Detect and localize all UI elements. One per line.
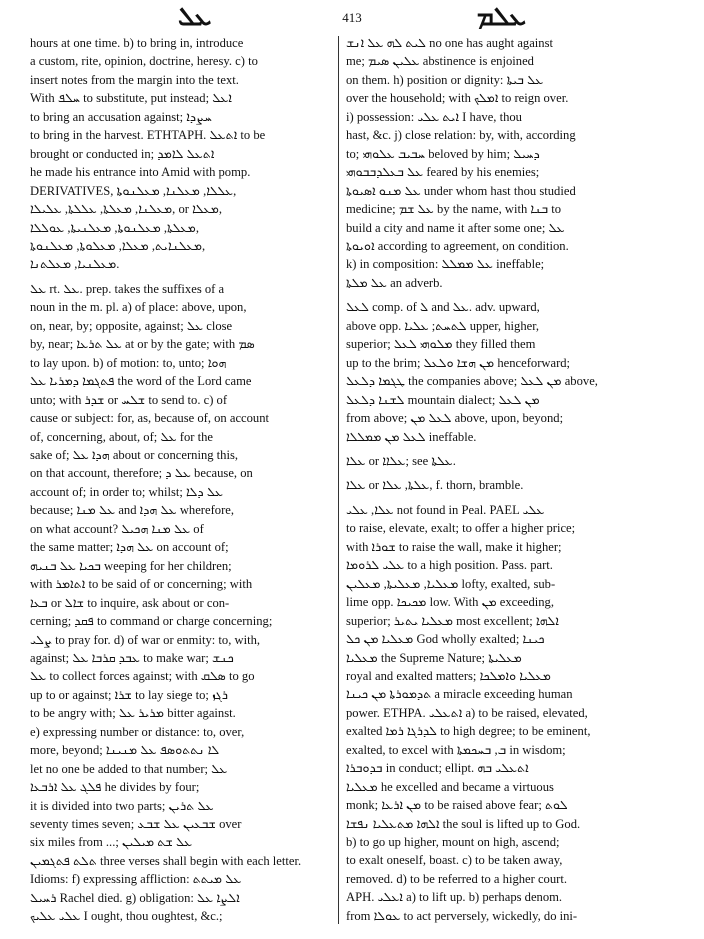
entry-line: ܥܠ to collect forces against; with ܣܠܩ to go	[30, 669, 255, 684]
entry-line: ܡܥܠܢܐ, ܡܥܠܬܐ, ܥܠܠܬܐ, ܥܠܝܠܐ, or ܡܥܠܐ,	[30, 202, 223, 217]
entry-line: to; ܚܒܝܒ ܥܠܘܗܝ beloved by him; ܕܚܝܠ	[346, 146, 540, 161]
entry-line: to bring an accusation against; ܚܨܕܐ	[30, 109, 212, 124]
dictionary-entry	[346, 476, 646, 494]
entry-line: with ܐܬܐܡܪ to be said of or concerning; with	[30, 577, 253, 592]
left-column	[30, 34, 330, 929]
entry-line: ܥܠܐ or ܥܠܬܐ, ܥܠܐ, f. thorn, bramble.	[346, 478, 524, 493]
entry-line: ܥܠܝ ܥܠܝܟ I ought, thou oughtest, &c.;	[30, 909, 223, 924]
entry-line: superior; ܡܠܘܗܝ ܠܥܠ they filled them	[346, 337, 536, 352]
entry-line: monk; ܡܢ ܐܪܥܐ to be raised above fear; ܠܘܬ	[346, 798, 568, 813]
entry-line: up to the brim; ܡܢ ܗܫܐ ܘܠܥܠ henceforward;	[346, 355, 571, 370]
entry-line: k) in composition: ܥܠ ܡܡܠܠ ineffable;	[346, 257, 545, 272]
entry-line: APH. ܐܥܠܝ a) to lift up. b) perhaps denom.	[346, 890, 563, 905]
right-column	[346, 34, 646, 929]
entry-line: ܡܥܠܢܐܝܬ, ܡܥܠܐ, ܡܥܠܘܬܐ, ܡܥܠܢܘܬܐ,	[30, 238, 206, 253]
entry-line: royal and exalted matters; ܡܥܠܝܐ ܘܐܡܠܟܐ	[346, 668, 551, 683]
entry-line: noun in the m. pl. a) of place: above, upon,	[30, 300, 247, 315]
entry-line: ܒܕܘܒܪܐ in conduct; ellipt. ܐܬܥܠܝ ܒܗ	[346, 761, 529, 776]
entry-line: more, beyond; ܠܐ ܢܬܬܘܣܦ ܥܠ ܡܢܝܢܐ	[30, 743, 220, 758]
entry-line: removed. d) to be referred to a higher court.	[346, 871, 567, 886]
entry-line: b) to go up higher, mount on high, ascend;	[346, 835, 560, 850]
entry-line: power. ETHPA. ܐܬܥܠܝ a) to be raised, elevated,	[346, 705, 588, 720]
entry-line: Idioms: f) expressing affliction: ܥܠ ܡܝܬܬ	[30, 872, 242, 887]
entry-line: unto; with ܫܕܪ or ܫܠܚ to send to. c) of	[30, 392, 228, 407]
entry-line: e) expressing number or distance: to, over,	[30, 724, 245, 739]
entry-line: to exalt oneself, boast. c) to be taken away,	[346, 853, 563, 868]
dictionary-entry	[30, 280, 330, 926]
entry-line: to bring in the harvest. ETHTAPH. ܐܬܥܠ to be	[30, 128, 266, 143]
entry-line: from ܥܘܠܐ to act perversely, wickedly, do ini-	[346, 908, 578, 923]
entry-line: to lay upon. b) of motion: to, unto; ܗܘܐ	[30, 355, 227, 370]
entry-line: ܦܠܓ ܥܠ ܐܪܒܥܐ he divides by four;	[30, 780, 200, 795]
entry-line: hours at one time. b) to bring in, introduce	[30, 36, 244, 50]
dictionary-entry	[346, 34, 646, 292]
dictionary-entry	[346, 501, 646, 925]
entry-line: a custom, rite, opinion, doctrine, heresy. c) to	[30, 54, 258, 69]
entry-line: ܬܠܬ ܦܬܓܡܝܢ three verses shall begin with each letter.	[30, 853, 302, 868]
entry-line: cause or subject: for, as, because of, on account	[30, 411, 270, 426]
entry-line: ܥܠ ܡܠܬܐ an adverb.	[346, 275, 443, 290]
entry-line: ܠܥܠ ܡܢ ܡܡܠܠܐ ineffable.	[346, 429, 477, 444]
entry-line: i) possession: ܐܝܬ ܥܠܝ I have, thou	[346, 109, 522, 124]
entry-line: lime opp. ܡܟܝܟܐ low. With ܡܢ exceeding,	[346, 595, 554, 610]
entry-line: ܬܕܡܘܪܬܐ ܡܢ ܟܝܢܐ a miracle exceeding human	[346, 687, 573, 702]
entry-line: ܦܬܓܡܐ ܕܡܪܝܐ ܥܠ the word of the Lord came	[30, 374, 252, 389]
dictionary-entry	[346, 452, 646, 470]
entry-line: from above; ܠܥܠ ܡܢ above, upon, beyond;	[346, 411, 564, 426]
entry-line: ܥܠ ܒܥܠܕܒܒܘܗܝ feared by his enemies;	[346, 165, 540, 180]
entry-line: ܥܠ rt. ܥܠ. prep. takes the suffixes of a	[30, 281, 225, 296]
entry-line: insert notes from the margin into the text.	[30, 72, 239, 87]
entry-line: ܒܟܝܐ ܥܠ ܒܢܝܗ weeping for her children;	[30, 558, 232, 573]
entry-line: on what account? ܥܠ ܡܢܐ ܗܟܝܠ of	[30, 521, 204, 536]
entry-line: ܥܠܐ, ܥܠܝ not found in Peal. PAEL ܥܠܝ	[346, 502, 545, 517]
entry-line: ܠܥܠ comp. of ܠ and ܥܠ. adv. upward,	[346, 300, 540, 315]
entry-line: hast, &c. j) close relation: by, with, according	[346, 128, 576, 143]
entry-line: build a city and name it after some one; ܥܠ	[346, 220, 565, 235]
entry-line: ܠܫܢܐ ܕܠܥܠ mountain dialect; ܡܢ ܠܥܠ	[346, 392, 540, 407]
entry-line: exalted, to excel with ܒ, ܒܚܟܡܬܐ in wisdom;	[346, 742, 566, 757]
entry-line: ܒܥܐ or ܫܐܠ to inquire, ask about or con-	[30, 595, 230, 610]
entry-line: ܡܥܠܝܐ ܡܢ ܟܠ God wholly exalted; ܟܝܢܐ	[346, 632, 545, 647]
entry-line: me; ܥܠܝܢ ܣܝܡ abstinence is enjoined	[346, 54, 534, 69]
entry-line: account of; in order to; whilst; ܥܠ ܕܠܐ	[30, 484, 224, 499]
entry-line: ܥܠܐ or ܥܠܐܐ; see ܥܠܬܐ.	[346, 453, 456, 468]
entry-line: he made his entrance into Amid with pomp.	[30, 165, 251, 180]
entry-line: against; ܥܒܕ ܩܪܒܐ ܥܠ to make war; ܟܢܫ	[30, 650, 234, 665]
entry-line: on that account, therefore; ܥܠ ܕ because, on	[30, 466, 253, 481]
entry-line: medicine; ܥܠ ܫܡ by the name, with ܒܢܐ to	[346, 202, 562, 217]
entry-line: ܡܥܠܝܐ he excelled and became a virtuous	[346, 779, 554, 794]
dictionary-entry	[30, 34, 330, 274]
entry-line: sake of; ܗܕܐ ܥܠ about or concerning this,	[30, 447, 239, 462]
entry-line: ܥܠܝ ܠܪܘܡܐ to a high position. Pass. part.	[346, 558, 553, 573]
entry-line: ܨܠܝ to pray for. d) of war or enmity: to, with,	[30, 632, 261, 647]
entry-line: up to or against; ܫܪܐ to lay siege to; ܪܓܙ	[30, 687, 228, 702]
entry-line: ܠܝܬ ܠܗ ܥܠ ܐܢܫ no one has aught against	[346, 36, 553, 50]
entry-line: with ܫܘܪܐ to raise the wall, make it higher;	[346, 539, 562, 554]
entry-line: ܐܠܗܐ ܡܬܥܠܝܐ ܢܦܫܐ the soul is lifted up to God.	[346, 816, 581, 831]
entry-line: ܥܠ ܡܢܘ ܐܣܝܘܬܐ under whom hast thou studied	[346, 183, 576, 198]
entry-line: because; ܥܠ ܡܢܐ and ܥܠ ܗܕܐ wherefore,	[30, 503, 235, 518]
entry-line: to raise, elevate, exalt; to offer a higher price;	[346, 521, 576, 536]
entry-line: cerning; ܦܩܕ to command or charge concerning;	[30, 614, 273, 629]
running-headword-left: ܥܠ	[178, 2, 212, 32]
running-headword-right: ܥܠܡ	[476, 2, 526, 32]
entry-line: brought or conducted in; ܐܬܥܠ ܠܐܡܕ	[30, 146, 215, 161]
entry-line: of, concerning, about, of; ܥܠ for the	[30, 429, 214, 444]
page-number: 413	[342, 10, 362, 25]
entry-line: ܡܥܠܢܝܐ, ܡܥܠܬܢܐ.	[30, 257, 120, 272]
entry-line: ܛܓܡܐ ܕܠܥܠ the companies above; ܡܢ ܠܥܠ above,	[346, 374, 598, 389]
entry-line: above opp. ܠܬܚܬ; ܥܠܝܐ upper, higher,	[346, 318, 540, 333]
entry-line: ܪܚܝܠ Rachel died. g) obligation: ܐܠܨܐ ܥܠ	[30, 890, 240, 905]
entry-line: it is divided into two parts; ܥܠ ܬܪܝܢ	[30, 798, 214, 813]
entry-line: ܡܥܠܝܐ the Supreme Nature; ܡܥܠܝܬܐ	[346, 650, 522, 665]
entry-line: ܐܘܝܘܬܐ according to agreement, on condition.	[346, 238, 569, 253]
entry-line: by, near; ܥܠ ܬܪܥܐ at or by the gate; with ܣܡ	[30, 337, 255, 352]
entry-line: the same matter; ܥܠ ܗܕܐ on account of;	[30, 540, 229, 555]
entry-line: exalted ܠܕܪܓܐ ܪܡܐ to high degree; to be eminent,	[346, 724, 591, 739]
entry-line: superior; ܡܥܠܝܐ ܝܬܝܪ most excellent; ܐܠܗܐ	[346, 613, 559, 628]
entry-line: ܡܥܠܝܐ, ܡܥܠܝܬܐ, ܡܥܠܝܢ lofty, exalted, sub-	[346, 576, 556, 591]
entry-line: ܡܥܠܬܐ, ܡܥܠܢܘܬܐ, ܡܥܠܢܝܬܐ, ܥܘܠܠܐ,	[30, 220, 199, 235]
entry-line: let no one be added to that number; ܥܠ	[30, 761, 228, 776]
entry-line: With ܚܠܦ to substitute, put instead; ܐܥܠ	[30, 91, 232, 106]
page-header	[30, 4, 674, 30]
column-divider	[338, 36, 339, 924]
entry-line: on, near, by; opposite, against; ܥܠ close	[30, 318, 233, 333]
entry-line: on them. h) position or dignity: ܥܠ ܒܝܬܐ	[346, 72, 544, 87]
entry-line: to be angry with; ܡܪܝܪ ܥܠ bitter against.	[30, 706, 236, 721]
dictionary-entry	[346, 298, 646, 446]
entry-line: seventy times seven; ܫܒܥܝܢ ܥܠ ܫܒܥ over	[30, 817, 242, 832]
entry-line: over the household; with ܐܡܠܟ to reign over.	[346, 91, 569, 106]
entry-line: six miles from ...; ܥܠ ܫܬ ܡܝܠܝܢ	[30, 835, 193, 850]
entry-line: DERIVATIVES, ܥܠܠܐ, ܡܥܠܢܐ, ܡܥܠܢܘܬܐ,	[30, 183, 237, 198]
